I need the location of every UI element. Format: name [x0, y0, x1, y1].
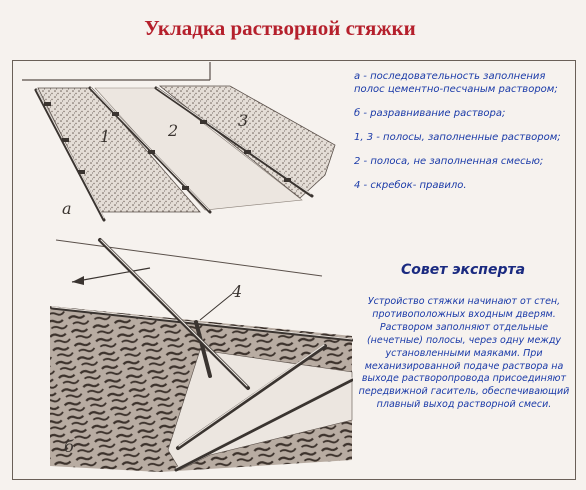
- legend-item-b: б - разравнивание раствора;: [354, 108, 506, 119]
- strip-1-number: 1: [100, 127, 111, 146]
- label-a: а: [62, 199, 72, 218]
- drawing-b: [50, 240, 352, 472]
- strip-3-number: 3: [238, 111, 249, 130]
- screed-drawing: [13, 61, 353, 479]
- expert-advice-text: Устройство стяжки начинают от стен, противоположных входным дверям. Раствором заполняют отдельные (нечетные) полосы, через одну между установленными маяками. При механизированной подаче раствора на выходе растворопровода присоединяют передвижной гаситель, обеспечивающий плавный выход растворной смеси.: [358, 296, 570, 411]
- legend-item-strip-empty: 2 - полоса, не заполненная смесью;: [354, 156, 544, 167]
- legend-item-a: а - последовательность заполнения полос цементно-песчаным раствором;: [354, 71, 558, 95]
- tool-4-number: 4: [232, 282, 243, 301]
- drawing-a: [22, 62, 335, 220]
- legend: [354, 70, 572, 203]
- label-b: б: [64, 437, 74, 456]
- expert-advice-title: Совет эксперта: [400, 262, 526, 278]
- legend-item-rule: 4 - скребок- правило.: [354, 180, 467, 191]
- strip-2-number: 2: [168, 121, 179, 140]
- page-title: Укладка растворной стяжки: [144, 16, 416, 40]
- legend-item-strips-filled: 1, 3 - полосы, заполненные раствором;: [354, 132, 561, 143]
